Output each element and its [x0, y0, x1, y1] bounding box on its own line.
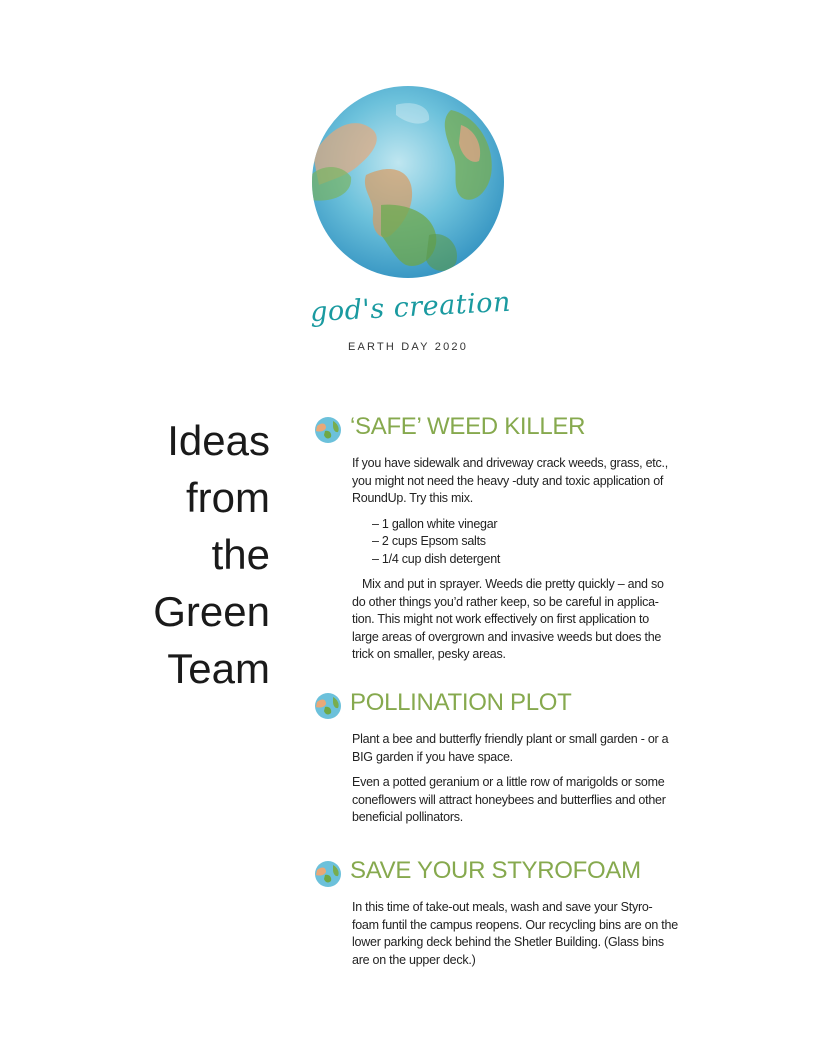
paragraph: Mix and put in sprayer. Weeds die pretty quickly – and so do other things you’d rather keep, so be careful in applica-tion. This might not work effectively on first application to large areas of overgrown and invasive weeds but does the trick on smaller, pesky areas. [352, 577, 664, 661]
section-body [352, 899, 678, 969]
section-pollination-plot [314, 689, 694, 835]
script-title: god's creation [309, 286, 512, 329]
section-title: SAVE YOUR STYROFOAM [350, 857, 641, 884]
paragraph: Plant a bee and butterfly friendly plant or small garden - or a BIG garden if you have space. [352, 732, 669, 764]
side-title-line: Green [153, 588, 270, 635]
section-body [352, 455, 678, 664]
section-weed-killer [314, 413, 694, 672]
section-save-styrofoam [314, 857, 694, 977]
side-title-line: Team [167, 645, 270, 692]
list-item: – 1/4 cup dish detergent [372, 551, 501, 566]
small-globe-icon [314, 416, 342, 444]
side-title [110, 412, 270, 697]
side-title-line: from [186, 474, 270, 521]
section-header [314, 857, 694, 889]
section-header [314, 689, 694, 721]
side-title-line: the [211, 531, 270, 578]
small-globe-icon [314, 860, 342, 888]
paragraph: Even a potted geranium or a little row of marigolds or some coneflowers will attract honeybees and butterflies and other beneficial pollinators. [352, 775, 666, 824]
watercolor-globe-icon [311, 85, 505, 279]
ingredient-list [352, 516, 678, 569]
side-title-line: Ideas [167, 417, 270, 464]
event-subtitle: EARTH DAY 2020 [347, 341, 469, 353]
section-title: ‘SAFE’ WEED KILLER [350, 413, 586, 440]
section-body [352, 731, 678, 827]
section-title: POLLINATION PLOT [350, 689, 572, 716]
section-header [314, 413, 694, 445]
small-globe-icon [314, 692, 342, 720]
list-item: – 2 cups Epsom salts [372, 534, 486, 548]
paragraph: In this time of take-out meals, wash and save your Styro-foam funtil the campus reopens. Our recycling bins are on the lower parking deck behind the Shetler Building. (Glass bins are on the upper deck.) [352, 900, 678, 967]
list-item: – 1 gallon white vinegar [372, 516, 498, 531]
paragraph: If you have sidewalk and driveway crack weeds, grass, etc., you might not need the heavy -duty and toxic application of RoundUp. Try this mix. [352, 456, 668, 505]
